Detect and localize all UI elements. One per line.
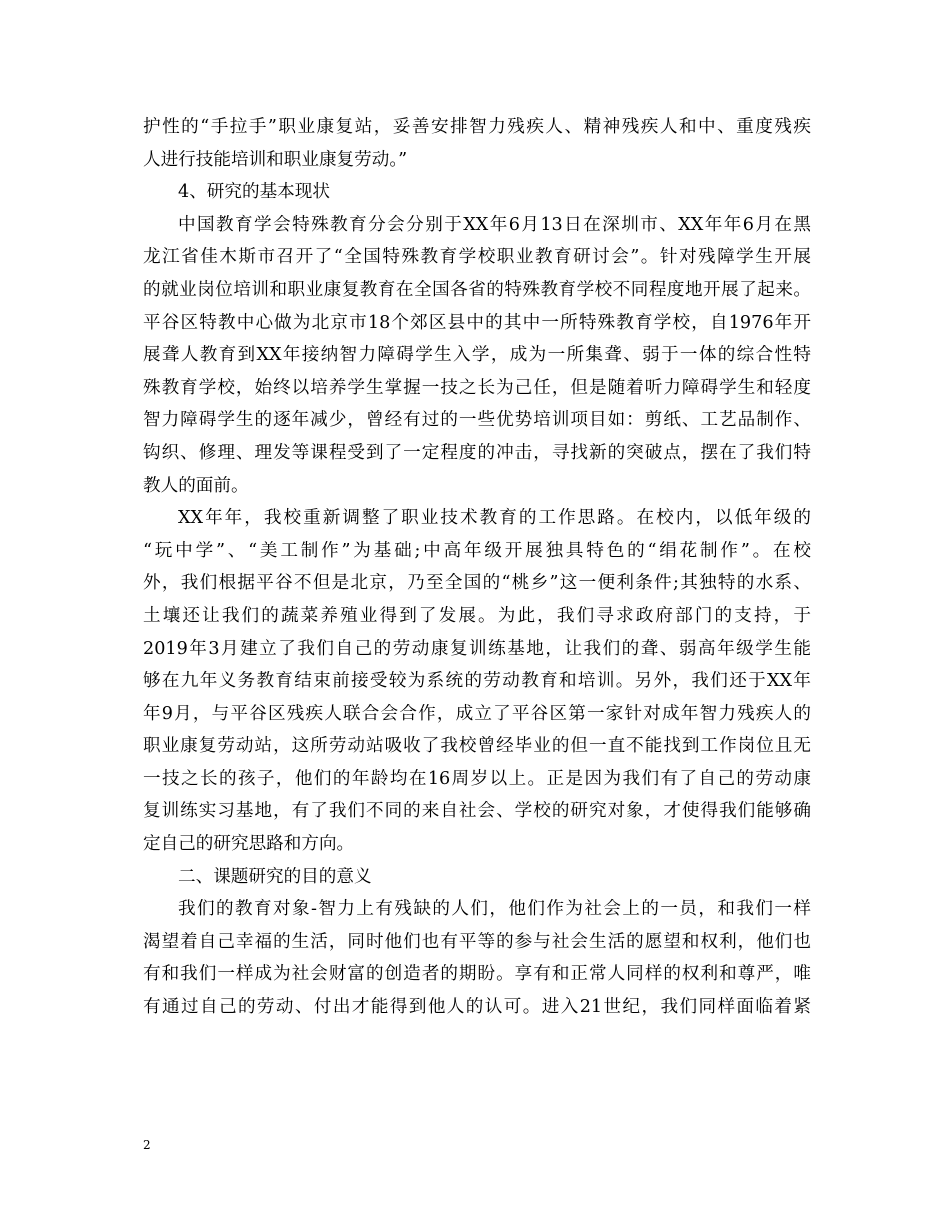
text-line: 龙江省佳木斯市召开了“全国特殊教育学校职业教育研讨会”。针对残障学生开展	[143, 247, 811, 268]
text-line: 复训练实习基地，有了我们不同的来自社会、学校的研究对象，才使得我们能够确	[143, 801, 811, 822]
text-line: 有通过自己的劳动、付出才能得到他人的认可。进入21世纪，我们同样面临着紧	[143, 997, 811, 1018]
text-line: 人进行技能培训和职业康复劳动。”	[143, 149, 408, 170]
page-number: 2	[143, 1138, 151, 1152]
text-line: 护性的“手拉手”职业康复站，妥善安排智力残疾人、精神残疾人和中、重度残疾	[143, 117, 811, 137]
text-line: 中国教育学会特殊教育分会分别于XX年6月13日在深圳市、XX年年6月在黑	[178, 214, 811, 235]
text-line: 有和我们一样成为社会财富的创造者的期盼。享有和正常人同样的权利和尊严，唯	[143, 964, 811, 985]
text-line: 年9月，与平谷区残疾人联合会合作，成立了平谷区第一家针对成年智力残疾人的	[143, 703, 811, 724]
text-line: 我们的教育对象-智力上有残缺的人们，他们作为社会上的一员，和我们一样	[178, 899, 811, 920]
text-line: “玩中学”、“美工制作”为基础;中高年级开展独具特色的“绢花制作”。在校	[143, 540, 811, 561]
text-line: 够在九年义务教育结束前接受较为系统的劳动教育和培训。另外，我们还于XX年	[143, 671, 811, 692]
text-line: 外，我们根据平谷不但是北京，乃至全国的“桃乡”这一便利条件;其独特的水系、	[143, 573, 811, 594]
text-line: 钩织、修理、理发等课程受到了一定程度的冲击，寻找新的突破点，摆在了我们特	[143, 442, 811, 463]
text-line: 一技之长的孩子，他们的年龄均在16周岁以上。正是因为我们有了自己的劳动康	[143, 768, 811, 789]
text-line: 智力障碍学生的逐年减少，曾经有过的一些优势培训项目如：剪纸、工艺品制作、	[143, 410, 811, 431]
text-line: XX年年，我校重新调整了职业技术教育的工作思路。在校内，以低年级的	[178, 508, 811, 529]
section-heading: 二、课题研究的目的意义	[178, 866, 372, 887]
text-line: 教人的面前。	[143, 475, 249, 496]
text-line: 土壤还让我们的蔬菜养殖业得到了发展。为此，我们寻求政府部门的支持，于	[143, 605, 811, 626]
text-line: 职业康复劳动站，这所劳动站吸收了我校曾经毕业的但一直不能找到工作岗位且无	[143, 736, 811, 757]
text-line: 定自己的研究思路和方向。	[143, 834, 355, 855]
text-line: 的就业岗位培训和职业康复教育在全国各省的特殊教育学校不同程度地开展了起来。	[143, 279, 811, 300]
text-line: 2019年3月建立了我们自己的劳动康复训练基地，让我们的聋、弱高年级学生能	[143, 638, 811, 659]
text-line: 殊教育学校，始终以培养学生掌握一技之长为己任，但是随着听力障碍学生和轻度	[143, 377, 811, 398]
text-line: 展聋人教育到XX年接纳智力障碍学生入学，成为一所集聋、弱于一体的综合性特	[143, 345, 811, 366]
section-heading: 4、研究的基本现状	[178, 182, 330, 203]
text-line: 渴望着自己幸福的生活，同时他们也有平等的参与社会生活的愿望和权利，他们也	[143, 931, 811, 952]
document-body	[143, 111, 811, 1024]
text-line: 平谷区特教中心做为北京市18个郊区县中的其中一所特殊教育学校，自1976年开	[143, 312, 811, 333]
